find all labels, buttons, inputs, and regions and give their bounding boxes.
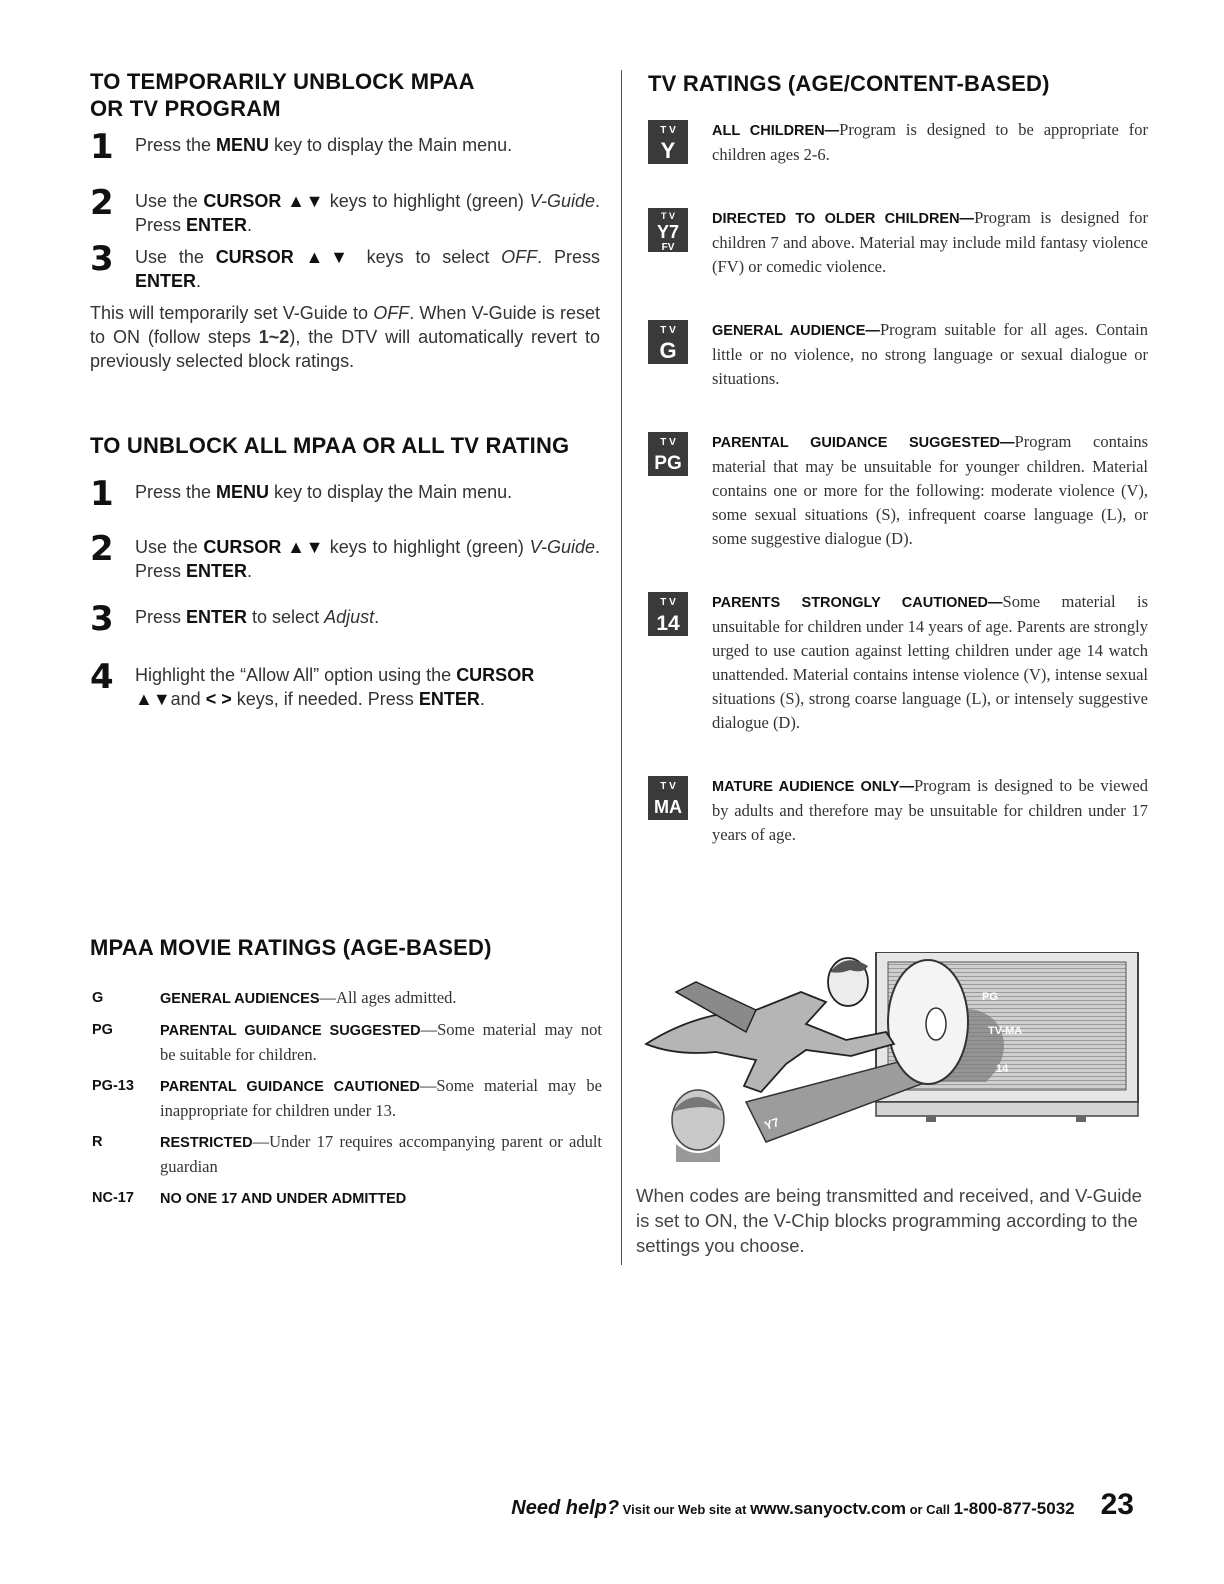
help-label: Need help?	[511, 1497, 620, 1519]
step-number: 3	[90, 239, 114, 279]
svg-text:Y: Y	[660, 138, 676, 163]
temp-unblock-note: This will temporarily set V-Guide to OFF. When V-Guide is reset to ON (follow steps 1~2), the DTV will automatically revert to previously selected block ratings.	[90, 303, 600, 371]
step-text: Use the CURSOR ▲▼ keys to highlight (green) V-Guide. Press ENTER.	[135, 537, 600, 581]
tv-rating-ma	[648, 774, 1148, 847]
tv-ma-icon	[648, 776, 688, 820]
rating-code: R	[92, 1134, 103, 1150]
phone-number: 1-800-877-5032	[953, 1499, 1075, 1518]
svg-text:PG: PG	[654, 453, 682, 474]
tv-y7-icon	[648, 208, 688, 252]
child-figure	[672, 1090, 724, 1162]
unblock-step-1	[90, 474, 600, 514]
rating-code: G	[92, 990, 104, 1006]
step-number: 1	[90, 474, 114, 514]
unblock-step-2	[90, 529, 600, 583]
svg-text:14: 14	[996, 1063, 1009, 1075]
svg-text:T V: T V	[660, 125, 676, 136]
svg-text:T V: T V	[660, 597, 676, 608]
svg-text:Y7: Y7	[656, 222, 680, 242]
svg-text:14: 14	[656, 612, 680, 635]
tv-rating-g	[648, 318, 1148, 391]
step-number: 4	[90, 657, 114, 697]
rating-code: NC-17	[92, 1190, 134, 1206]
vchip-illustration	[636, 952, 1144, 1162]
rating-desc: PARENTAL GUIDANCE SUGGESTED—Some material may not be suitable for children.	[160, 1020, 602, 1064]
mpaa-rating-g	[92, 986, 602, 1011]
step-text: Press ENTER to select Adjust.	[135, 607, 380, 627]
rating-text: PARENTAL GUIDANCE SUGGESTED—Program contains material that may be unsuitable for younger children. Material contains one or more for the following: moderate violence (V), some sexual situations (S), infrequent coarse language (L), or some suggestive dialogue (D).	[712, 432, 1148, 548]
rating-text: DIRECTED TO OLDER CHILDREN—Program is designed for children 7 and above. Material may include mild fantasy violence (FV) or comedic violence.	[712, 208, 1148, 276]
mpaa-rating-pg	[92, 1018, 602, 1067]
svg-text:T V: T V	[660, 325, 676, 336]
svg-text:T V: T V	[660, 211, 676, 221]
svg-text:T V: T V	[660, 781, 676, 792]
footer-help: Need help? Visit our Web site at www.sanyoctv.com or Call 1-800-877-5032 23	[511, 1488, 1134, 1521]
step-text: Press the MENU key to display the Main menu.	[135, 482, 513, 502]
svg-text:FV: FV	[661, 242, 675, 252]
unblock-step-4	[90, 657, 600, 711]
rating-code: PG-13	[92, 1078, 134, 1094]
temp-unblock-title: TO TEMPORARILY UNBLOCK MPAA OR TV PROGRAM	[90, 69, 475, 121]
tv-14-icon	[648, 592, 688, 636]
rating-desc: PARENTAL GUIDANCE CAUTIONED—Some material may be inappropriate for children under 13.	[160, 1076, 602, 1120]
unblock-step-3	[90, 599, 600, 639]
rating-text: MATURE AUDIENCE ONLY—Program is designed to be viewed by adults and therefore may be unsuitable for children under 17 years of age.	[712, 776, 1148, 844]
temp-step-3	[90, 239, 600, 293]
svg-text:PG: PG	[982, 991, 998, 1003]
step-number: 1	[90, 127, 114, 167]
tv-rating-y7	[648, 206, 1148, 279]
rating-code: PG	[92, 1022, 113, 1038]
tv-rating-pg	[648, 430, 1148, 551]
tv-g-icon	[648, 320, 688, 364]
svg-text:T V: T V	[660, 437, 676, 448]
page-number: 23	[1100, 1488, 1134, 1521]
tv-ratings-title: TV RATINGS (AGE/CONTENT-BASED)	[648, 71, 1050, 96]
temp-step-2	[90, 183, 600, 237]
column-divider	[621, 70, 622, 1265]
svg-text:Y7: Y7	[762, 1114, 781, 1133]
rating-text: PARENTS STRONGLY CAUTIONED—Some material is unsuitable for children under 14 years of age. Parents are strongly urged to use caution against letting children under age 14 watch unattended. Material contains intense violence (V), intense sexual situations (S), strong coarse language (L), or intensely suggestive dialogue (D).	[712, 592, 1148, 732]
illustration-caption: When codes are being transmitted and received, and V-Guide is set to ON, the V-Chip blocks programming according to the settings you choose.	[636, 1185, 1142, 1256]
svg-text:TV-MA: TV-MA	[988, 1025, 1023, 1037]
temp-step-1	[90, 127, 600, 167]
website-link[interactable]: www.sanyoctv.com	[750, 1499, 906, 1518]
step-number: 2	[90, 183, 114, 223]
step-text: Highlight the “Allow All” option using the CURSOR ▲▼and < > keys, if needed. Press ENTER.	[135, 665, 535, 709]
unblock-all-title: TO UNBLOCK ALL MPAA OR ALL TV RATING	[90, 433, 570, 458]
step-text: Press the MENU key to display the Main menu.	[135, 135, 513, 155]
tv-y-icon	[648, 120, 688, 164]
tv-pg-icon	[648, 432, 688, 476]
tv-rating-y	[648, 118, 1148, 167]
step-text: Use the CURSOR ▲▼ keys to select OFF. Press ENTER.	[135, 247, 600, 291]
rating-text: GENERAL AUDIENCE—Program suitable for all ages. Contain little or no violence, no strong language or sexual dialogue or situations.	[712, 320, 1148, 388]
rating-text: ALL CHILDREN—Program is designed to be appropriate for children ages 2-6.	[712, 120, 1148, 164]
step-text: Use the CURSOR ▲▼ keys to highlight (green) V-Guide. Press ENTER.	[135, 191, 600, 235]
mpaa-rating-nc17	[92, 1186, 602, 1211]
mpaa-rating-pg13	[92, 1074, 602, 1123]
rating-desc: GENERAL AUDIENCES—All ages admitted.	[160, 988, 457, 1007]
superhero-figure	[646, 958, 894, 1092]
mpaa-title: MPAA MOVIE RATINGS (AGE-BASED)	[90, 935, 492, 960]
mpaa-rating-r	[92, 1130, 602, 1179]
svg-text:MA: MA	[654, 797, 682, 817]
svg-text:G: G	[659, 338, 677, 363]
rating-desc: RESTRICTED—Under 17 requires accompanying parent or adult guardian	[160, 1132, 602, 1176]
step-number: 3	[90, 599, 114, 639]
step-number: 2	[90, 529, 114, 569]
rating-desc: NO ONE 17 AND UNDER ADMITTED	[160, 1191, 407, 1207]
tv-rating-14	[648, 590, 1148, 735]
